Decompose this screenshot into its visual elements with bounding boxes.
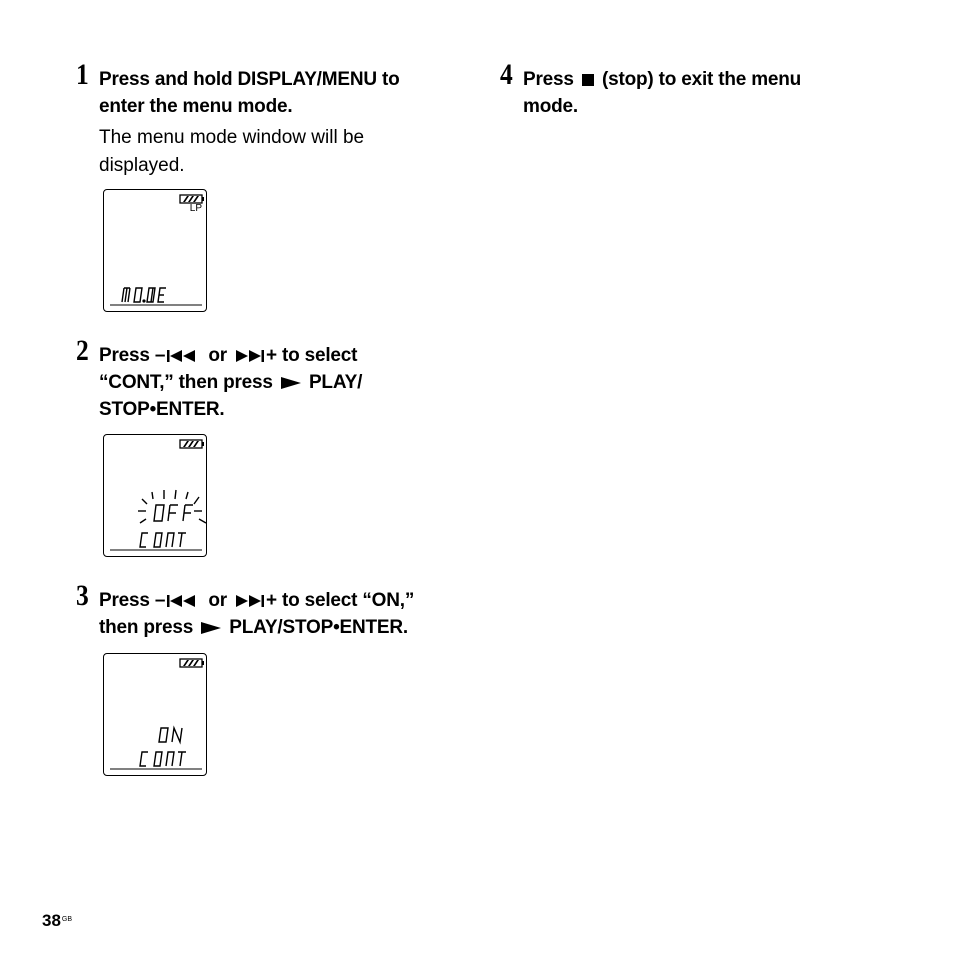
step-instruction [99,66,400,120]
segment-text-off [154,505,193,521]
battery-icon [180,195,204,203]
instruction-line: enter the menu mode. [99,96,293,117]
play-icon [200,621,222,635]
note-line: displayed. [99,155,185,176]
step-number: 3 [76,579,89,612]
prev-icon [167,349,197,363]
step-number: 4 [500,58,513,91]
step-instruction [523,66,801,120]
page-suffix: GB [61,916,73,923]
play-icon [280,376,302,390]
instruction-line: mode. [523,96,578,117]
note-line: The menu mode window will be [99,127,365,148]
instruction-line: then press PLAY/STOP•ENTER. [99,617,409,638]
step-note [99,124,364,180]
stop-icon [581,73,595,87]
next-icon [234,349,264,363]
segment-text-on [159,728,182,742]
lcd-display-cont-on [103,653,207,776]
step-instruction [99,342,362,423]
step-number: 2 [76,334,89,367]
step-instruction [99,587,414,641]
segment-text-mode [122,288,166,302]
instruction-line: STOP•ENTER. [99,399,225,420]
instruction-line: Press – or + to select “ON,” [99,590,415,611]
segment-text-cont [140,752,186,766]
blink-rays-icon [138,490,206,523]
lcd-display-mode [103,189,207,312]
instruction-line: Press – or + to select [99,345,358,366]
lcd-display-cont-off [103,434,207,557]
page-number: $38^{GB}$ [42,911,73,930]
instruction-line: Press (stop) to exit the menu [523,69,802,90]
instruction-line: Press and hold DISPLAY/MENU to [99,69,400,90]
next-icon [234,594,264,608]
prev-icon [167,594,197,608]
segment-text-cont [140,533,186,547]
step-number: 1 [76,58,89,91]
battery-icon [180,659,204,667]
battery-icon [180,440,204,448]
lp-indicator: LP [189,203,202,214]
instruction-line: “CONT,” then press PLAY/ [99,372,363,393]
